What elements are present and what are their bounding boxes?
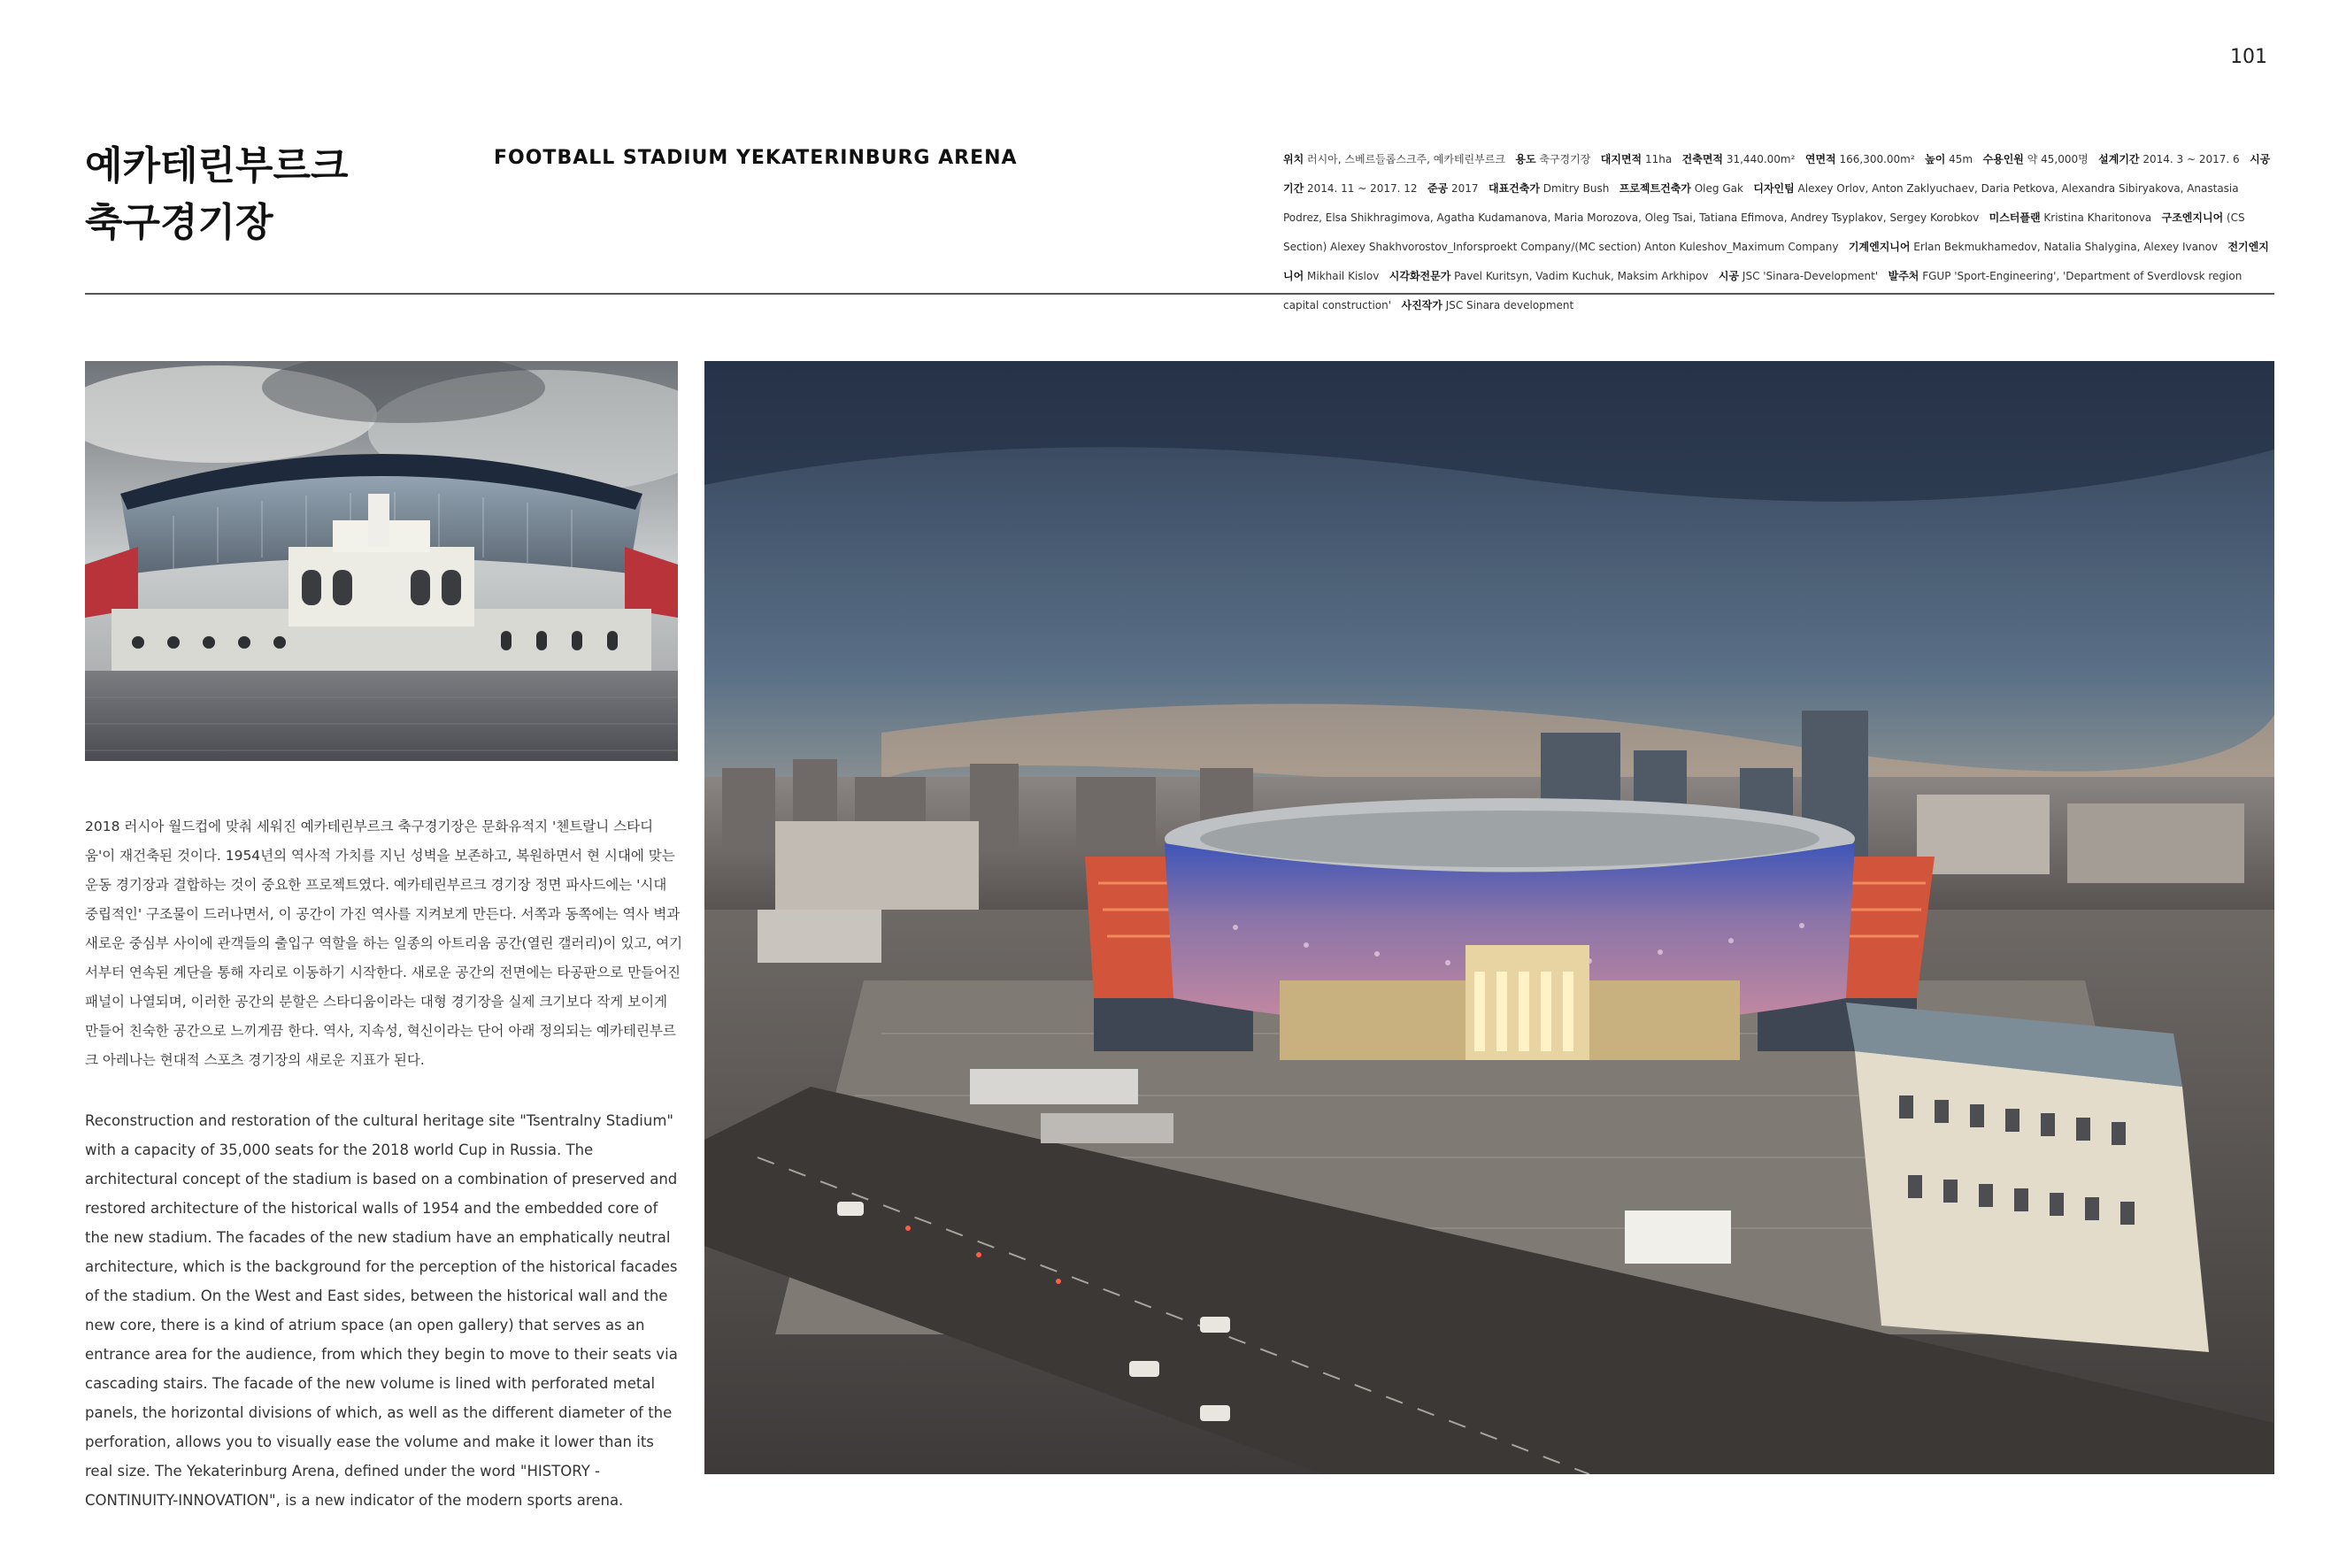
credit-value: 2014. 11 ~ 2017. 12	[1304, 182, 1428, 195]
credit-label: 미스터플랜	[1989, 211, 2041, 224]
credit-label: 준공	[1427, 182, 1449, 195]
credit-entry	[1389, 270, 1719, 282]
credit-label: 시공	[1718, 270, 1740, 282]
title-ko-line1: 예카테린부르크	[85, 143, 349, 188]
credit-label: 디자인팀	[1753, 182, 1795, 195]
credit-label: 대지면적	[1600, 153, 1642, 165]
credit-entry	[1401, 299, 1583, 311]
title-ko-line2: 축구경기장	[85, 200, 273, 245]
credit-value: Erlan Bekmukhamedov, Natalia Shalygina, Alexey Ivanov	[1910, 241, 2228, 253]
credit-entry	[1619, 182, 1754, 195]
credit-label: 대표건축가	[1489, 182, 1540, 195]
credit-entry	[1989, 211, 2162, 224]
credit-entry	[1515, 153, 1600, 165]
credit-label: 구조엔지니어	[2161, 211, 2224, 224]
credit-value: 축구경기장	[1535, 153, 1601, 165]
credit-label: 시각화전문가	[1389, 270, 1451, 282]
stadium-aerial-dusk-photo	[704, 361, 2274, 1474]
credit-value: JSC 'Sinara-Development'	[1739, 270, 1889, 282]
credit-label: 설계기간	[2098, 153, 2140, 165]
credit-entry	[1849, 241, 2228, 253]
stadium-historic-facade-photo	[85, 361, 678, 761]
credit-value: 45m	[1945, 153, 1983, 165]
credit-value: Pavel Kuritsyn, Vadim Kuchuk, Maksim Arkhipov	[1450, 270, 1719, 282]
credit-value: FGUP 'Sport-Engineering', 'Department of Sverdlovsk region capital construction'	[1283, 270, 2243, 311]
credit-value: (CS Section) Alexey Shakhvorostov_Inforsproekt Company/(MC section) Anton Kuleshov_Maximum Company	[1283, 211, 2245, 253]
credit-value: Mikhail Kislov	[1304, 270, 1389, 282]
credit-value: Oleg Gak	[1690, 182, 1754, 195]
credit-value: 2017	[1448, 182, 1489, 195]
credit-value: 러시아, 스베르들롭스크주, 예카테린부르크	[1304, 153, 1516, 165]
credit-entry	[1983, 153, 2099, 165]
page-title-english: FOOTBALL STADIUM YEKATERINBURG ARENA	[494, 147, 1018, 169]
credit-label: 프로젝트건축가	[1619, 182, 1691, 195]
credit-label: 발주처	[1888, 270, 1919, 282]
credit-entry	[1682, 153, 1805, 165]
credit-label: 높이	[1925, 153, 1946, 165]
header-divider	[85, 293, 2274, 295]
page-title-korean	[85, 138, 349, 251]
credit-entry	[1283, 153, 1515, 165]
credit-value: Kristina Kharitonova	[2040, 211, 2162, 224]
credit-entry	[1805, 153, 1925, 165]
credit-value: 11ha	[1642, 153, 1682, 165]
credit-value: 166,300.00m²	[1835, 153, 1926, 165]
credit-entry	[1601, 153, 1682, 165]
credit-entry	[1427, 182, 1489, 195]
credit-value: 약 45,000명	[2023, 153, 2099, 165]
credit-label: 기계엔지니어	[1848, 241, 1911, 253]
credit-label: 용도	[1515, 153, 1536, 165]
credit-value: 2014. 3 ~ 2017. 6	[2139, 153, 2250, 165]
credit-value: 31,440.00m²	[1723, 153, 1805, 165]
credit-entry	[1489, 182, 1619, 195]
body-text-korean: 2018 러시아 월드컵에 맞춰 세워진 예카테린부르크 축구경기장은 문화유적지 '첸트랄니 스타디움'이 재건축된 것이다. 1954년의 역사적 가치를 지닌 성벽을 보존하고, 복원하면서 현 시대에 맞는 운동 경기장과 결합하는 것이 중요한 프로젝트였다. 예카테린부르크 경기장 정면 파사드에는 '시대 중립적인' 구조물이 드러나면서, 이 공간이 가진 역사를 지켜보게 만든다. 서쪽과 동쪽에는 역사 벽과 새로운 중심부 사이에 관객들의 출입구 역할을 하는 일종의 아트리움 공간(열린 갤러리)이 있고, 여기서부터 연속된 계단을 통해 자리로 이동하기 시작한다. 새로운 공간의 전면에는 타공판으로 만들어진 패널이 나열되며, 이러한 공간의 분할은 스타디움이라는 대형 경기장을 실제 크기보다 작게 보이게 만들어 친숙한 공간으로 느끼게끔 한다. 역사, 지속성, 혁신이라는 단어 아래 정의되는 예카테린부르크 아레나는 현대적 스포츠 경기장의 새로운 지표가 된다.	[85, 819, 683, 1068]
credit-value: Alexey Orlov, Anton Zaklyuchaev, Daria Petkova, Alexandra Sibiryakova, Anastasia Podrez, Elsa Shikhragimova, Agatha Kudamanova, Maria Morozova, Oleg Tsai, Tatiana Efimova, Andrey Tsyplakov, Sergey Korobkov	[1283, 182, 2239, 224]
credit-entry	[1719, 270, 1889, 282]
credit-label: 수용인원	[1982, 153, 2024, 165]
credit-label: 건축면적	[1681, 153, 1724, 165]
credit-value: JSC Sinara development	[1442, 299, 1584, 311]
credit-label: 전기엔지니어	[1283, 241, 2269, 282]
credit-label: 연면적	[1804, 153, 1836, 165]
credit-value: Dmitry Bush	[1539, 182, 1619, 195]
credit-label: 시공기간	[1283, 153, 2271, 195]
page-number: 101	[2230, 46, 2267, 68]
credit-label: 사진작가	[1401, 299, 1442, 311]
body-text-english: Reconstruction and restoration of the cultural heritage site "Tsentralny Stadium" with a capacity of 35,000 seats for the 2018 world Cup in Russia. The architectural concept of the stadium is based on a combination of preserved and restored architecture of the historical walls of 1954 and the embedded core of the new stadium. The facades of the new stadium have an emphatically neutral architecture, which is the background for the perception of the historical facades of the stadium. On the West and East sides, between the historical wall and the new core, there is a kind of atrium space (an open gallery) that serves as an entrance area for the audience, from which they begin to move to their seats via cascading stairs. The facade of the new volume is lined with perforated metal panels, the horizontal divisions of which, as well as the different diameter of the perforation, allows you to visually ease the volume and make it lower than its real size. The Yekaterinburg Arena, defined under the word "HISTORY - CONTINUITY-INNOVATION", is a new indicator of the modern sports arena.	[85, 1112, 678, 1509]
credit-entry	[1925, 153, 1982, 165]
credit-entry	[2098, 153, 2250, 165]
credit-label: 위치	[1283, 153, 1304, 165]
